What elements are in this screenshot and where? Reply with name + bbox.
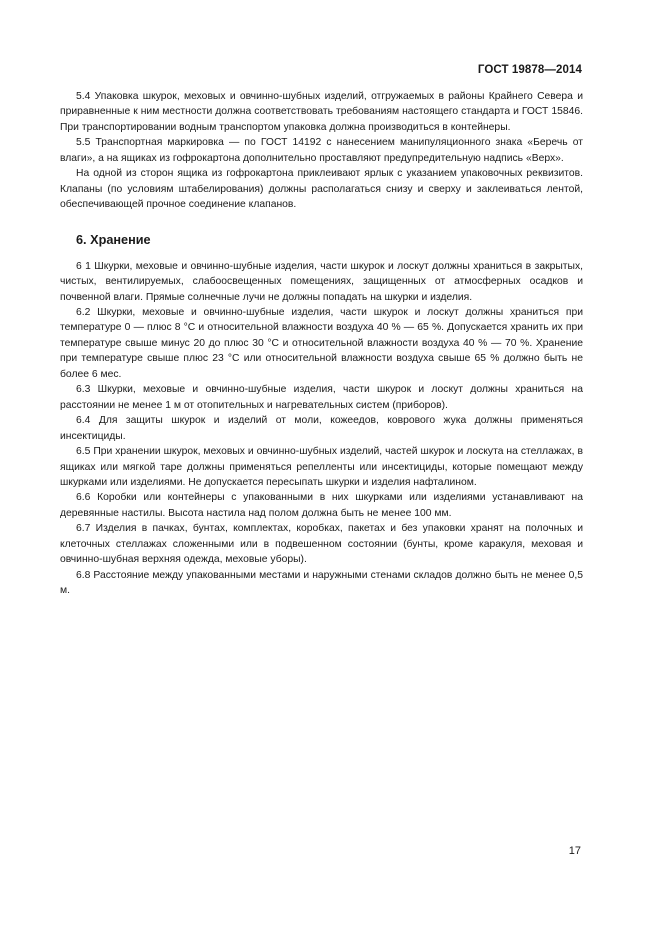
section-heading-storage: 6. Хранение	[76, 232, 151, 247]
page-number: 17	[568, 845, 581, 857]
document-body	[60, 89, 583, 599]
paragraph-5-5: 5.5 Транспортная маркировка — по ГОСТ 14192 с нанесением манипуляционного знака «Беречь от влаги», а на ящиках из гофрокартона дополнительно проставляют предупредительную надпись «Верх».	[60, 137, 583, 164]
paragraph-6-8: 6.8 Расстояние между упакованными местами и наружными стенами складов должно быть не менее 0,5 м.	[60, 569, 583, 597]
paragraph-5-4: 5.4 Упаковка шкурок, меховых и овчинно-шубных изделий, отгружаемых в районы Крайнего Севера и приравненные к ним местности должна соответствовать требованиям настоящего стандарта и ГОСТ 15846. При транспортировании водным транспортом упаковка должна производиться в контейнеры.	[60, 91, 583, 133]
paragraph-6-4: 6.4 Для защиты шкурок и изделий от моли, кожеедов, коврового жука должны применяться инсектициды.	[60, 415, 583, 442]
paragraph-6-1: 6 1 Шкурки, меховые и овчинно-шубные изделия, части шкурок и лоскут должны храниться в закрытых, чистых, вентилируемых, слабоосвещенных помещениях, защищенных от атмосферных осадков и почвенной влаги. Прямые солнечные лучи не должны попадать на шкурки и изделия.	[60, 260, 583, 303]
paragraph-6-5: 6.5 При хранении шкурок, меховых и овчинно-шубных изделий, частей шкурок и лоскута на стеллажах, в ящиках или мягкой таре должны применяться репелленты или инсектициды, которые помещают между шкурками или изделиями. Не допускается пересыпать шкурки и изделия нафталином.	[60, 446, 583, 488]
paragraph-5-5-label: На одной из сторон ящика из гофрокартона приклеивают ярлык с указанием упаковочных реквизитов. Клапаны (по условиям штабелирования) должны располагаться снизу и сверху и заклеиваться лентой, обеспечивающей прочное соединение клапанов.	[60, 168, 583, 211]
paragraph-6-3: 6.3 Шкурки, меховые и овчинно-шубные изделия, части шкурок и лоскут должны храниться на расстоянии не менее 1 м от отопительных и нагревательных систем (приборов).	[60, 384, 583, 411]
paragraph-6-2: 6.2 Шкурки, меховые и овчинно-шубные изделия, части шкурок и лоскут должны храниться при температуре 0 — плюс 8 °С и относительной влажности воздуха 40 % — 65 %. Допускается хранить их при температуре свыше минус 20 до плюс 30 °С и относительной влажности воздуха 40 % — 70 %. Хранение при температуре свыше плюс 23 °С или относительной влажности воздуха свыше 65 % должно быть не более 6 мес.	[60, 306, 583, 380]
paragraph-6-7: 6.7 Изделия в пачках, бунтах, комплектах, коробках, пакетах и без упаковки хранят на полочных и клеточных стеллажах сложенными или в подвешенном состоянии (бунты, кроме каракуля, меховая и овчинно-шубная верхняя одежда, меховые уборы).	[60, 523, 583, 566]
paragraph-6-6: 6.6 Коробки или контейнеры с упакованными в них шкурками или изделиями устанавливают на деревянные настилы. Высота настила над полом должна быть не менее 100 мм.	[60, 492, 583, 519]
document-header: ГОСТ 19878—2014	[477, 64, 582, 76]
